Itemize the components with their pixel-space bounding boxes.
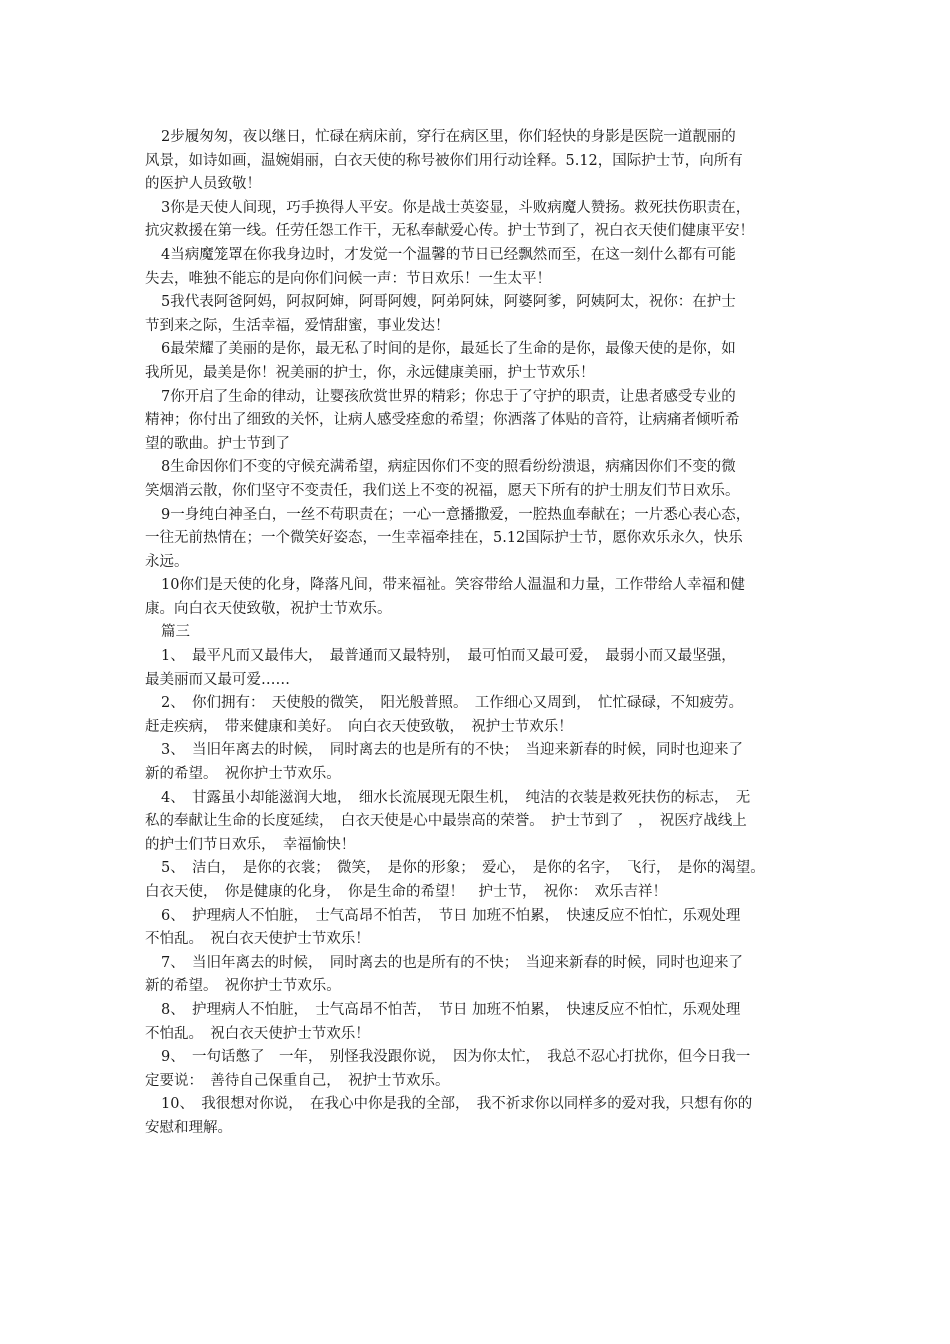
- text-line: 9一身纯白神圣白，一丝不苟职责在；一心一意播撒爱，一腔热血奉献在；一片悉心表心态，: [161, 506, 751, 523]
- text-line: 白衣天使， 你是健康的化身， 你是生命的希望！ 护士节， 祝你： 欢乐吉祥！: [145, 884, 667, 900]
- text-line: 安慰和理解。: [145, 1119, 232, 1136]
- text-line: 6、 护理病人不怕脏， 士气高昂不怕苦， 节日 加班不怕累， 快速反应不怕忙，乐观处理: [161, 907, 741, 924]
- text-line: 我所见，最美是你！祝美丽的护士，你，永远健康美丽，护士节欢乐！: [145, 364, 595, 381]
- text-line: 风景，如诗如画，温婉娟丽，白衣天使的称号被你们用行动诠释。5.12，国际护士节，向所有: [145, 152, 743, 169]
- text-line: 10、 我很想对你说， 在我心中你是我的全部， 我不祈求你以同样多的爱对我，只想有你的: [161, 1096, 753, 1113]
- document-body: [145, 126, 825, 1141]
- text-line: 一往无前热情在；一个微笑好姿态，一生幸福牵挂在，5.12国际护士节，愿你欢乐永久，快乐: [145, 530, 743, 547]
- text-line: 4当病魔笼罩在你我身边时，才发觉一个温馨的节日已经飘然而至，在这一刻什么都有可能: [161, 246, 736, 263]
- text-line: 1、 最平凡而又最伟大， 最普通而又最特别， 最可怕而又最可爱， 最弱小而又最坚强，: [161, 648, 736, 665]
- text-line: 望的歌曲。护士节到了: [145, 435, 290, 452]
- text-line: 定要说： 善待自己保重自己， 祝护士节欢乐。: [145, 1072, 450, 1089]
- text-line: 笑烟消云散，你们坚守不变责任，我们送上不变的祝福，愿天下所有的护士朋友们节日欢乐。: [145, 482, 740, 499]
- text-line: 的护士们节日欢乐， 幸福愉快！: [145, 836, 356, 853]
- text-line: 6最荣耀了美丽的是你，最无私了时间的是你，最延长了生命的是你，最像天使的是你，如: [161, 341, 736, 358]
- text-line: 失去，唯独不能忘的是向你们问候一声：节日欢乐！一生太平！: [145, 270, 551, 287]
- text-line: 2步履匆匆，夜以继日，忙碌在病床前，穿行在病区里，你们轻快的身影是医院一道靓丽的: [161, 129, 736, 145]
- text-line: 8、 护理病人不怕脏， 士气高昂不怕苦， 节日 加班不怕累， 快速反应不怕忙，乐观处理: [161, 1001, 741, 1018]
- text-line: 康。向白衣天使致敬，祝护士节欢乐。: [145, 600, 392, 617]
- text-line: 不怕乱。 祝白衣天使护士节欢乐！: [145, 1025, 370, 1042]
- text-line: 8生命因你们不变的守候充满希望，病症因你们不变的照看纷纷溃退，病痛因你们不变的微: [161, 459, 736, 476]
- text-line: 2、 你们拥有： 天使般的微笑， 阳光般普照。 工作细心又周到， 忙忙碌碌，不知疲劳。: [161, 695, 743, 712]
- text-line: 7、 当旧年离去的时候， 同时离去的也是所有的不快； 当迎来新春的时候，同时也迎来了: [161, 954, 743, 971]
- text-line: 3、 当旧年离去的时候， 同时离去的也是所有的不快； 当迎来新春的时候，同时也迎来了: [161, 742, 743, 759]
- text-line: 永远。: [145, 553, 189, 570]
- text-line: 抗灾救援在第一线。任劳任怨工作干，无私奉献爱心传。护士节到了，祝白衣天使们健康平安！: [145, 223, 754, 240]
- text-line: 不怕乱。 祝白衣天使护士节欢乐！: [145, 931, 370, 948]
- text-line: 新的希望。 祝你护士节欢乐。: [145, 978, 341, 995]
- text-line: 节到来之际，生活幸福，爱情甜蜜，事业发达！: [145, 317, 450, 334]
- text-line: 9、 一句话憋了 一年， 别怪我没跟你说， 因为你太忙， 我总不忍心打扰你，但今日我一: [161, 1049, 751, 1066]
- text-line: 最美丽而又最可爱……: [145, 671, 290, 688]
- text-line: 精神；你付出了细致的关怀，让病人感受痊愈的希望；你洒落了体贴的音符，让病痛者倾听希: [145, 412, 740, 429]
- text-line: 的医护人员致敬！: [145, 176, 261, 193]
- text-line: 5、 洁白， 是你的衣裳； 微笑， 是你的形象； 爱心， 是你的名字， 飞行， 是你的渴望。: [161, 860, 765, 877]
- text-line: 新的希望。 祝你护士节欢乐。: [145, 766, 341, 783]
- text-line: 5我代表阿爸阿妈，阿叔阿婶，阿哥阿嫂，阿弟阿妹，阿婆阿爹，阿姨阿太，祝你：在护士: [161, 294, 736, 311]
- text-line: 篇三: [161, 624, 190, 641]
- text-line: 10你们是天使的化身，降落凡间，带来福祉。笑容带给人温温和力量，工作带给人幸福和健: [161, 577, 745, 594]
- text-line: 3你是天使人间现，巧手换得人平安。你是战士英姿显，斗败病魔人赞扬。救死扶伤职责在，: [161, 199, 751, 216]
- text-line: 7你开启了生命的律动，让婴孩欣赏世界的精彩；你忠于了守护的职责，让患者感受专业的: [161, 388, 736, 405]
- text-line: 私的奉献让生命的长度延续， 白衣天使是心中最崇高的荣誉。 护士节到了 ， 祝医疗战线上: [145, 813, 747, 830]
- text-line: 赶走疾病， 带来健康和美好。 向白衣天使致敬， 祝护士节欢乐！: [145, 718, 573, 735]
- text-line: 4、 甘露虽小却能滋润大地， 细水长流展现无限生机， 纯洁的衣装是救死扶伤的标志， 无: [161, 789, 751, 806]
